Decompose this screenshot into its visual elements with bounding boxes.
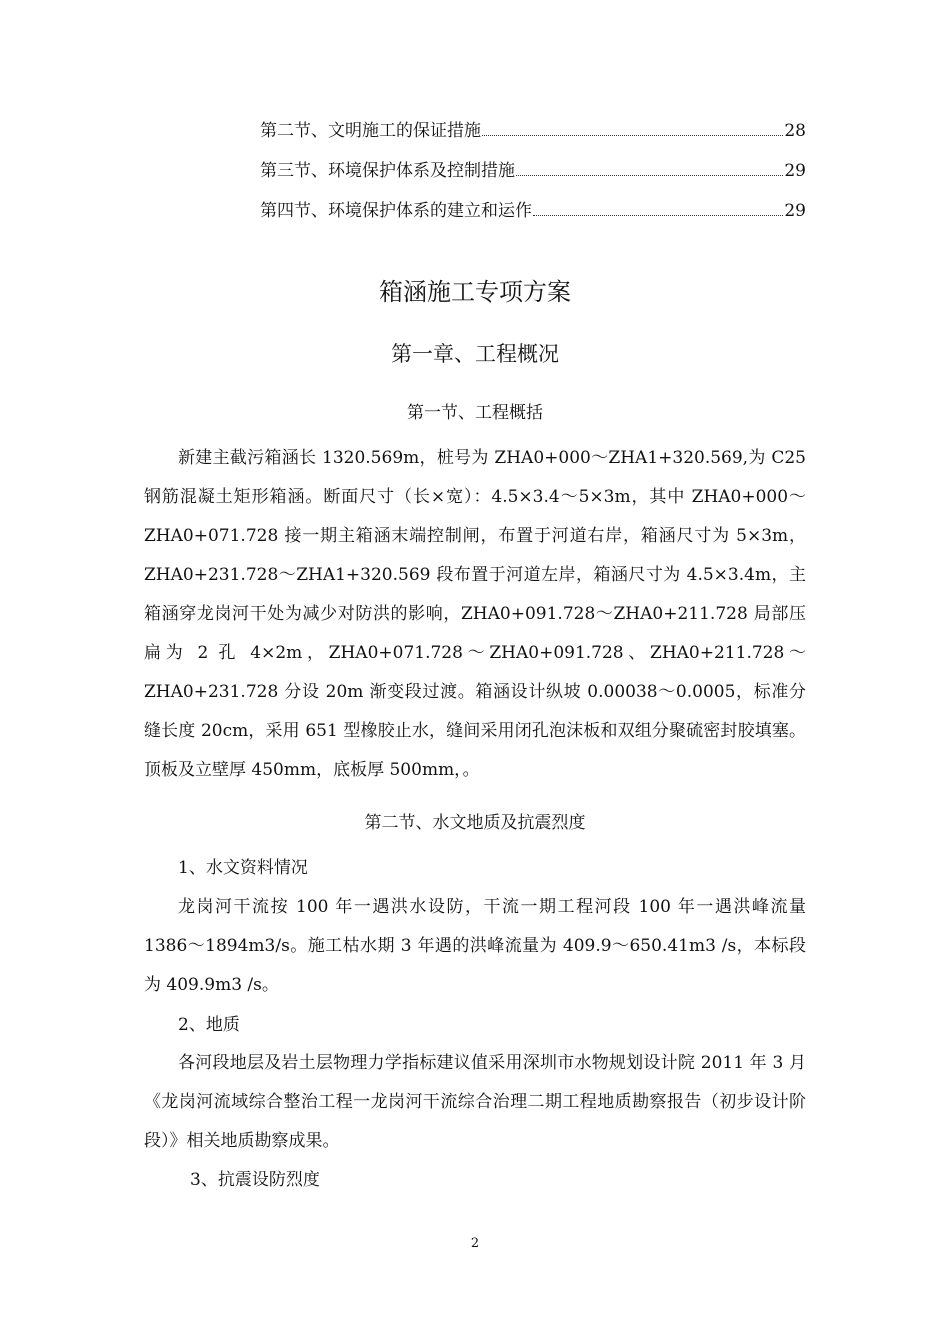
toc-entry-label: 第三节、环境保护体系及控制措施: [260, 161, 515, 181]
page-number: 2: [470, 1236, 480, 1251]
toc-entry-page: 28: [784, 121, 806, 141]
toc-entry[interactable]: [260, 200, 806, 222]
toc-dot-leader: [516, 161, 783, 176]
section-paragraph: 新建主截污箱涵长 1320.569m，桩号为 ZHA0+000～ZHA1+320.569,为 C25 钢筋混凝土矩形箱涵。断面尺寸（长×宽）：4.5×3.4～5×3m，其中 ZHA0+000～ZHA0+071.728 接一期主箱涵末端控制闸，布置于河道右岸，箱涵尺寸为 5×3m，ZHA0+231.728～ZHA1+320.569 段布置于河道左岸，箱涵尺寸为 4.5×3.4m，主箱涵穿龙岗河干处为减少对防洪的影响，ZHA0+091.728～ZHA0+211.728 局部压扁为 2 孔 4×2m，ZHA0+071.728～ZHA0+091.728、ZHA0+211.728～ZHA0+231.728 分设 20m 渐变段过渡。箱涵设计纵坡 0.00038～0.0005，标准分缝长度 20cm，采用 651 型橡胶止水，缝间采用闭孔泡沫板和双组分聚硫密封胶填塞。顶板及立壁厚 450mm，底板厚 500mm，。: [144, 448, 806, 780]
section-title: 第二节、水文地质及抗震烈度: [364, 813, 586, 833]
subsection-heading: 3、抗震设防烈度: [190, 1170, 320, 1190]
toc-entry[interactable]: [260, 120, 806, 142]
toc-entry[interactable]: [260, 160, 806, 182]
toc-dot-leader: [533, 201, 783, 216]
section-title: 第一节、工程概括: [407, 403, 543, 423]
toc-entry-page: 29: [784, 201, 806, 221]
chapter-title: 第一章、工程概况: [391, 342, 559, 366]
subsection-paragraph: 各河段地层及岩土层物理力学指标建议值采用深圳市水物规划设计院 2011 年 3 月《龙岗河流域综合整治工程一龙岗河干流综合治理二期工程地质勘察报告（初步设计阶段）》相关地质勘察成果。: [144, 1053, 806, 1151]
toc-dot-leader: [482, 121, 783, 136]
document-title: 箱涵施工专项方案: [379, 278, 571, 306]
subsection-heading: 2、地质: [178, 1015, 240, 1035]
subsection-paragraph: 龙岗河干流按 100 年一遇洪水设防，干流一期工程河段 100 年一遇洪峰流量 1386～1894m3/s。施工枯水期 3 年遇的洪峰流量为 409.9～650.41m3 /s，本标段为 409.9m3 /s。: [144, 897, 806, 995]
toc-entry-label: 第四节、环境保护体系的建立和运作: [260, 201, 532, 221]
toc-entry-label: 第二节、文明施工的保证措施: [260, 121, 481, 141]
toc-entry-page: 29: [784, 161, 806, 181]
subsection-heading: 1、水文资料情况: [178, 858, 308, 878]
